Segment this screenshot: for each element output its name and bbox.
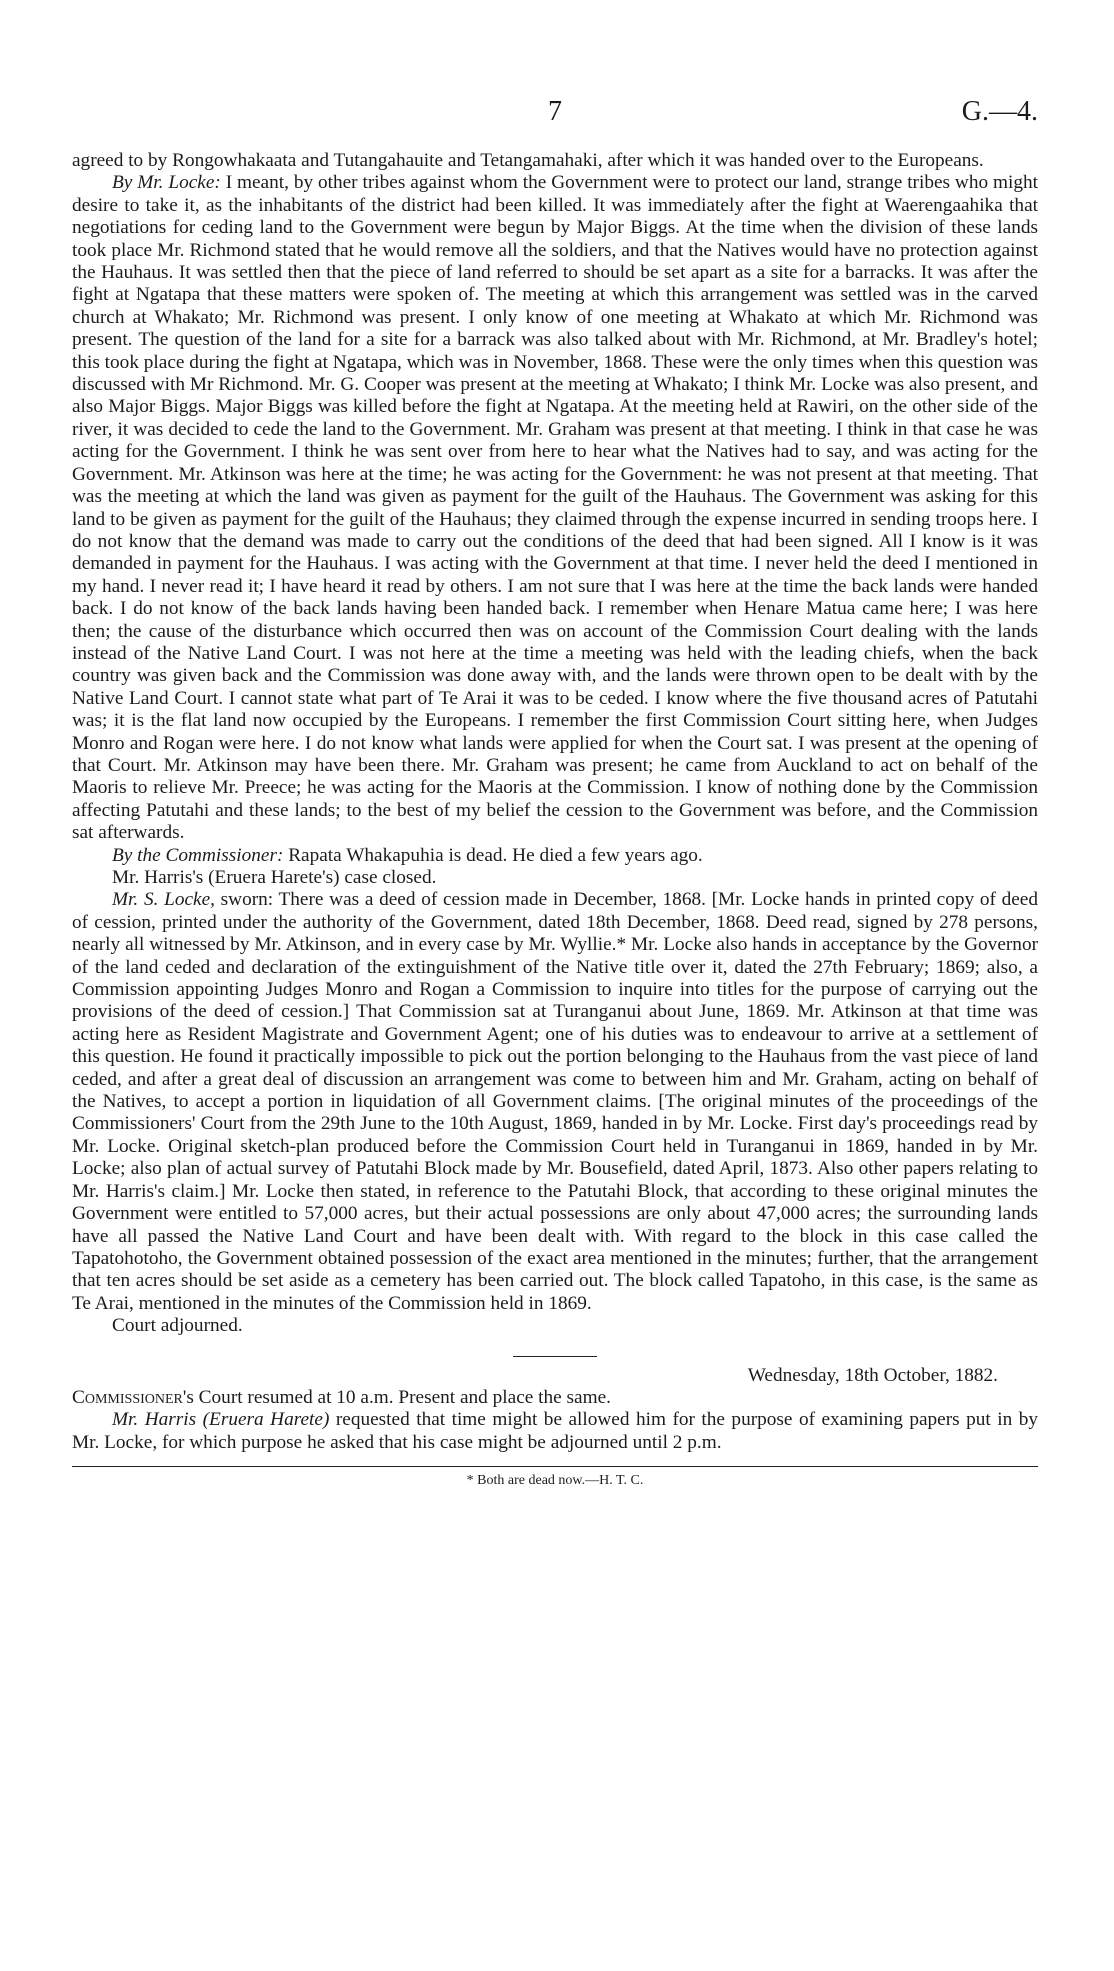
paragraph-case-closed [72,867,1038,889]
paragraph-text: Mr. Harris's (Eruera Harete's) case closed. [112,867,437,888]
paragraph-text: requested that time might be allowed him for the purpose of examining papers put in by Mr. Locke, for which purpose he asked that his case might be adjourned until 2 p.m. [72,1409,1038,1453]
paragraph-text: agreed to by Rongowhakaata and Tutangahauite and Tetangamahaki, after which it was handed over to the Europeans. [72,150,984,171]
paragraph-text: sworn: There was a deed of cession made in December, 1868. [Mr. Locke hands in printed copy of deed of cession, printed under the authority of the Government, dated 18th December, 1868. Deed read, signed by 278 persons, nearly all witnessed by Mr. Atkinson, and in every case by Mr. Wyllie.* Mr. Locke also hands in acceptance by the Governor of the land ceded and declaration of the extinguishment of the Native title over it, dated the 27th February; 1869; also, a Commission appointing Judges Monro and Rogan a Commission to inquire into titles for the purpose of carrying out the provisions of the deed of cession.] That Commission sat at Turanganui about June, 1869. Mr. Atkinson at that time was acting here as Resident Magistrate and Government Agent; one of his duties was to endeavour to arrive at a settlement of this question. He found it practically impossible to pick out the portion belonging to the Hauhaus from the vast piece of land ceded, and after a great deal of discussion an arrangement was come to between him and Mr. Graham, acting on behalf of the Natives, to accept a portion in liquidation of all Government claims. [The original minutes of the proceedings of the Commissioners' Court from the 29th June to the 10th August, 1869, handed in by Mr. Locke. First day's proceedings read by Mr. Locke. Original sketch-plan produced before the Commission Court held in Turanganui in 1869, handed in by Mr. Locke; also plan of actual survey of Patutahi Block made by Mr. Bousefield, dated April, 1873. Also other papers relating to Mr. Harris's claim.] Mr. Locke then stated, in reference to the Patutahi Block, that according to these original minutes the Government were entitled to 57,000 acres, but their actual possessions are only about 47,000 acres; the surrounding lands have all passed the Native Land Court and have been dealt with. With regard to the block in this case called the Tapatohotoho, the Government obtained possession of the exact area mentioned in the minutes; further, that the arrangement that ten acres should be set aside as a cemetery has been carried out. The block called Tapatoho, in this case, is the same as Te Arai, mentioned in the minutes of the Commission held in 1869. [72,889,1038,1314]
document-reference: G.—4. [961,96,1038,127]
paragraph-locke-examination [72,172,1038,844]
paragraph-locke-sworn [72,889,1038,1315]
speaker-lead: Commissioner [72,1386,183,1408]
paragraph-text: I meant, by other tribes against whom the Government were to protect our land, strange tribes who might desire to take it, as the inhabitants of the district had been killed. It was immediately after the fight at Waerengaahika that negotiations for ceding land to the Government were begun by Major Biggs. At the time when the division of these lands took place Mr. Richmond stated that he would remove all the soldiers, and that the Natives would have no protection against the Hauhaus. It was settled then that the piece of land referred to should be set apart as a site for a barracks. It was after the fight at Ngatapa that these matters were spoken of. The meeting at which this arrangement was settled was in the carved church at Whakato; Mr. Richmond was present. I only know of one meeting at Whakato at which Mr. Richmond was present. The question of the land for a site for a barrack was also talked about with Mr. Richmond, at Mr. Bradley's hotel; this took place during the fight at Ngatapa, which was in November, 1868. These were the only times when this question was discussed with Mr Richmond. Mr. G. Cooper was present at the meeting at Whakato; I think Mr. Locke was also present, and also Major Biggs. Major Biggs was killed before the fight at Ngatapa. At the meeting held at Rawiri, on the other side of the river, it was decided to cede the land to the Government. Mr. Graham was present at that meeting. I think in that case he was acting for the Government. I think he was sent over from here to hear what the Natives had to say, and was acting for the Government. Mr. Atkinson was here at the time; he was acting for the Government: he was not present at that meeting. That was the meeting at which the land was given as payment for the guilt of the Hauhaus. The Government was asking for this land to be given as payment for the guilt of the Hauhaus; they claimed through the expense incurred in sending troops here. I do not know that the demand was made to carry out the conditions of the deed that had been signed. All I know is it was demanded in payment for the Hauhaus. I was acting with the Government at that time. I never held the deed I mentioned in my hand. I never read it; I have heard it read by others. I am not sure that I was here at the time the back lands were handed back. I do not know of the back lands having been handed back. I remember when Henare Matua came here; I was here then; the cause of the disturbance which occurred then was on account of the Commission Court dealing with the lands instead of the Native Land Court. I was not here at the time a meeting was held with the leading chiefs, when the back country was given back and the Commission was done away with, and the lands were thrown open to be dealt with by the Native Land Court. I cannot state what part of Te Arai it was to be ceded. I know where the five thousand acres of Patutahi was; it is the flat land now occupied by the Europeans. I remember the first Commission Court sitting here, when Judges Monro and Rogan were here. I do not know what lands were applied for when the Court sat. I was present at the opening of that Court. Mr. Atkinson may have been there. Mr. Graham was present; he came from Auckland to act on behalf of the Maoris to relieve Mr. Preece; he was acting for the Maoris at the Commission. I know of nothing done by the Commission affecting Patutahi and these lands; to the best of my belief the cession to the Government was before, and the Commission sat afterwards. [72,172,1038,844]
page-number: 7 [548,96,562,127]
page-header [72,96,1038,136]
section-divider [513,1356,597,1357]
paragraph-harris-request [72,1409,1038,1454]
speaker-lead: Mr. S. Locke, [112,889,215,911]
speaker-lead: By the Commissioner: [112,844,284,866]
paragraph-court-resumed [72,1387,1038,1409]
speaker-lead: By Mr. Locke: [112,172,221,194]
paragraph-continuation [72,150,1038,172]
footnote: * Both are dead now.—H. T. C. [466,1473,644,1489]
speaker-lead: Mr. Harris (Eruera Harete) [112,1409,330,1431]
footnote-divider [72,1466,1038,1467]
paragraph-text: 's Court resumed at 10 a.m. Present and place the same. [182,1386,611,1408]
paragraph-commissioner [72,845,1038,867]
paragraph-adjourned [72,1315,1038,1337]
paragraph-text: Rapata Whakapuhia is dead. He died a few years ago. [283,844,703,866]
session-date: Wednesday, 18th October, 1882. [747,1364,998,1386]
document-page [72,96,1038,1489]
body-text [72,150,1038,1454]
paragraph-text: Court adjourned. [112,1315,243,1337]
